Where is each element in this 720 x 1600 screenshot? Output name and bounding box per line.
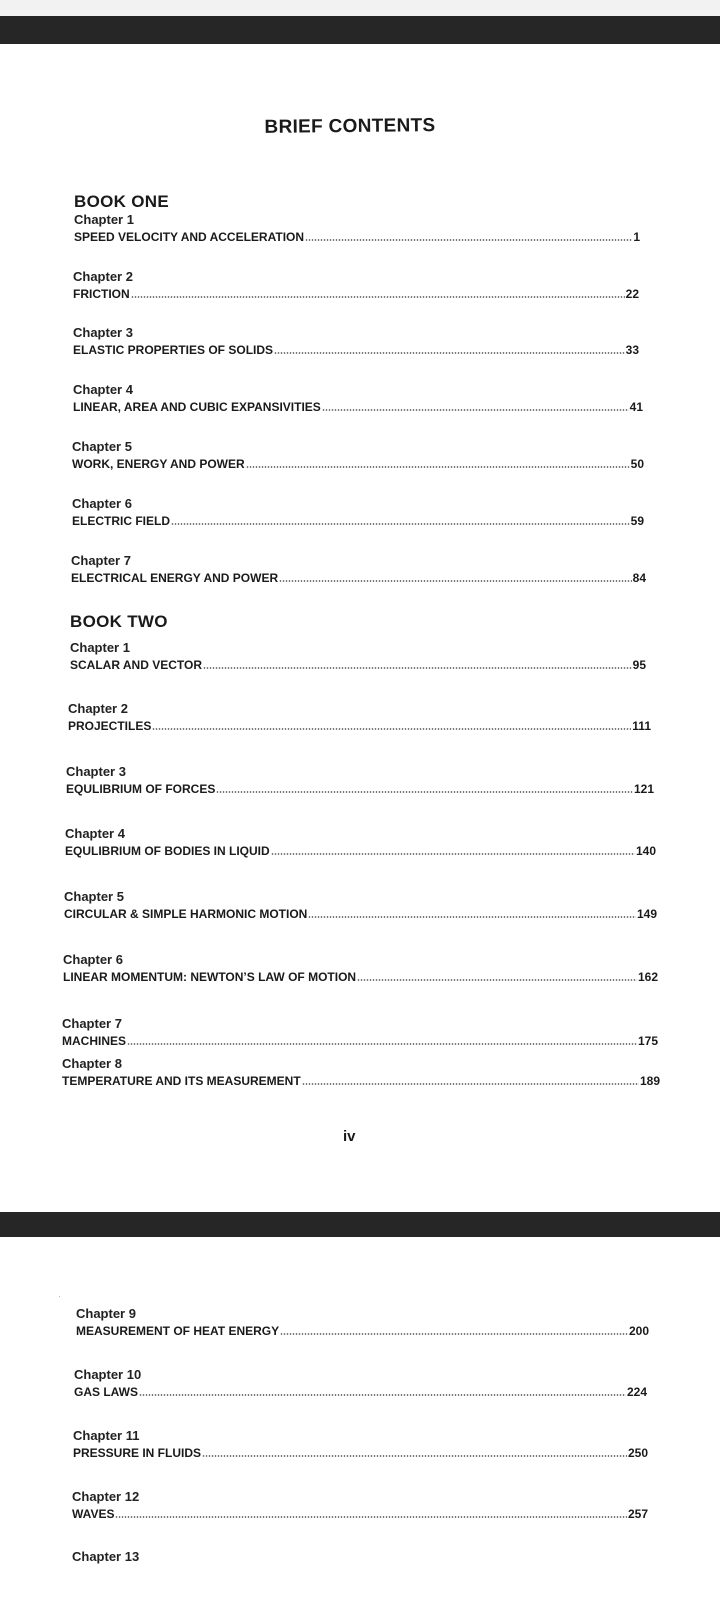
page-ref: 140 [635,844,656,858]
chapter-title: SCALAR AND VECTOR [70,658,203,672]
dot-leader [279,580,632,582]
chapter-number: Chapter 7 [62,1016,122,1031]
dot-leader [216,791,633,793]
chapter-title: PROJECTILES [68,719,152,733]
page-ref: 111 [632,719,651,733]
chapter-number: Chapter 9 [76,1306,136,1321]
chapter-title: WAVES [72,1507,115,1521]
chapter-number: Chapter 2 [73,269,133,284]
chapter-title: EQULIBRIUM OF FORCES [66,782,216,796]
page-ref: 257 [627,1507,648,1521]
dot-leader [302,1083,639,1085]
book-one-heading: BOOK ONE [74,192,169,211]
page-ref: 95 [632,658,646,672]
chapter-title: WORK, ENERGY AND POWER [72,457,245,471]
toc-entry[interactable] [63,952,658,992]
chapter-title: ELECTRICAL ENERGY AND POWER [71,571,279,585]
contents-page-one [0,44,720,1212]
page-ref: 59 [630,514,644,528]
dot-leader [271,853,635,855]
page-ref: 200 [628,1324,649,1338]
chapter-title: MEASUREMENT OF HEAT ENERGY [76,1324,280,1338]
chapter-number: Chapter 13 [72,1549,140,1564]
toc-entry[interactable] [72,496,644,536]
chapter-number: Chapter 6 [72,496,132,511]
dot-leader [274,352,625,354]
dot-leader [357,979,637,981]
page-number: iv [343,1128,356,1145]
chapter-number: Chapter 6 [63,952,123,967]
chapter-title: FRICTION [73,287,130,301]
dot-leader [280,1333,628,1335]
toc-entry[interactable] [68,701,651,741]
dot-leader [171,523,630,525]
chapter-number: Chapter 1 [74,212,134,227]
chapter-number: Chapter 11 [73,1428,140,1443]
page-ref: 162 [637,970,658,984]
page-ref: 84 [632,571,646,585]
page-ref: 250 [627,1446,648,1460]
page-divider-top [0,16,720,44]
chapter-number: Chapter 1 [70,640,130,655]
chapter-number: Chapter 3 [66,764,126,779]
page-ref: 224 [626,1385,647,1399]
chapter-number: Chapter 5 [64,889,124,904]
page-ref: 41 [629,400,643,414]
dot-leader [305,239,632,241]
chapter-title: PRESSURE IN FLUIDS [73,1446,202,1460]
chapter-title: ELECTRIC FIELD [72,514,170,528]
book-two-heading: BOOK TWO [70,612,168,631]
page-ref: 175 [637,1034,658,1048]
chapter-number: Chapter 4 [73,382,133,397]
toc-entry[interactable] [73,325,639,365]
toc-entry[interactable] [74,212,640,252]
toc-entry[interactable] [62,1016,658,1056]
chapter-title: SPEED VELOCITY AND ACCELERATION [74,230,305,244]
toc-entry[interactable] [73,269,639,309]
toc-entry[interactable] [72,439,644,479]
page-ref: 1 [633,230,640,244]
contents-page-two [0,1237,720,1600]
toc-entry[interactable] [70,640,646,680]
toc-entry[interactable] [62,1056,660,1096]
dot-leader [202,1455,627,1457]
chapter-title: MACHINES [62,1034,127,1048]
dot-leader [127,1043,637,1045]
toc-entry[interactable] [73,1428,648,1468]
top-status-strip [0,0,720,16]
toc-entry[interactable] [76,1306,649,1346]
page-ref: 121 [633,782,654,796]
chapter-number: Chapter 8 [62,1056,122,1071]
page-ref: 149 [636,907,657,921]
chapter-title: TEMPERATURE AND ITS MEASUREMENT [62,1074,301,1088]
dot-leader [308,916,636,918]
toc-entry[interactable] [74,1367,647,1407]
dot-leader [152,728,631,730]
chapter-number: Chapter 12 [72,1489,140,1504]
dot-leader [246,466,630,468]
dot-leader [131,296,625,298]
page-divider-middle [0,1212,720,1237]
chapter-number: Chapter 4 [65,826,125,841]
page-ref: 22 [625,287,639,301]
scan-mark: · [58,1291,61,1301]
chapter-title: LINEAR MOMENTUM: NEWTON’S LAW OF MOTION [63,970,357,984]
chapter-title: LINEAR, AREA AND CUBIC EXPANSIVITIES [73,400,321,414]
page-title: BRIEF CONTENTS [264,115,436,138]
chapter-number: Chapter 5 [72,439,132,454]
chapter-title: ELASTIC PROPERTIES OF SOLIDS [73,343,274,357]
toc-entry[interactable] [71,553,646,593]
toc-entry[interactable] [66,764,654,804]
dot-leader [322,409,629,411]
toc-entry[interactable] [65,826,656,866]
chapter-number: Chapter 7 [71,553,131,568]
dot-leader [139,1394,626,1396]
dot-leader [115,1516,627,1518]
chapter-title: EQULIBRIUM OF BODIES IN LIQUID [65,844,270,858]
chapter-title: GAS LAWS [74,1385,139,1399]
toc-entry[interactable] [73,382,643,422]
toc-entry[interactable] [72,1489,648,1529]
page-ref: 189 [639,1074,660,1088]
chapter-number: Chapter 3 [73,325,133,340]
page-ref: 50 [630,457,644,471]
toc-entry[interactable] [64,889,657,929]
dot-leader [203,667,632,669]
chapter-number: Chapter 10 [74,1367,142,1382]
chapter-title: CIRCULAR & SIMPLE HARMONIC MOTION [64,907,308,921]
page-ref: 33 [625,343,639,357]
chapter-number: Chapter 2 [68,701,128,716]
